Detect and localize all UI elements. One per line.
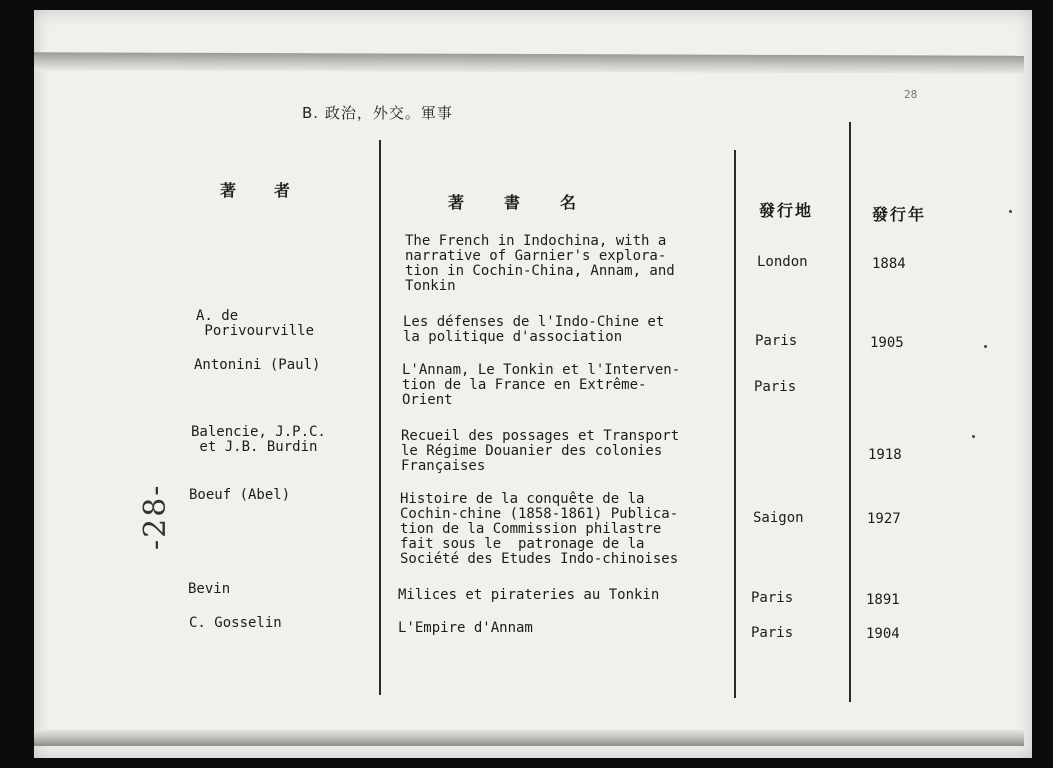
page-bottom-edge (34, 730, 1024, 746)
section-heading: B. 政治，外交。軍事 (302, 104, 453, 122)
header-author: 著 者 (220, 181, 293, 200)
handwritten-page-number: -28- (138, 483, 173, 550)
row-7-title: L'Empire d'Annam (398, 620, 533, 636)
header-title: 著 書 名 (448, 193, 589, 212)
scan-speck (984, 345, 987, 348)
row-1-title: The French in Indochina, with a narrative of Garnier's explora- tion in Cochin-China, Annam, and Tonkin (405, 233, 675, 294)
page-top-edge (34, 52, 1024, 73)
page-number: 28 (904, 88, 918, 101)
row-5-year: 1927 (867, 511, 901, 527)
row-3-title: L'Annam, Le Tonkin et l'Interven- tion de la France en Extrême- Orient (402, 362, 681, 408)
row-1-place: London (757, 254, 808, 270)
row-5-author: Boeuf (Abel) (189, 487, 291, 503)
row-6-year: 1891 (866, 592, 900, 608)
row-7-author: C. Gosselin (189, 615, 282, 631)
header-year: 發行年 (872, 205, 927, 224)
column-rule-1 (379, 140, 381, 695)
row-2-place: Paris (755, 333, 798, 349)
header-place: 發行地 (759, 201, 814, 220)
row-5-place: Saigon (753, 510, 804, 526)
column-rule-2 (734, 150, 736, 698)
row-2-title: Les défenses de l'Indo-Chine et la politique d'association (403, 314, 665, 345)
column-rule-3 (849, 122, 851, 702)
scan-speck (1009, 210, 1012, 213)
document-page (34, 10, 1032, 758)
row-4-title: Recueil des possages et Transport le Régime Douanier des colonies Françaises (401, 428, 680, 474)
row-5-title: Histoire de la conquête de la Cochin-chine (1858-1861) Publica- tion de la Commission philastre fait sous le patronage de la Société des Etudes Indo-chinoises (400, 491, 679, 567)
row-6-title: Milices et pirateries au Tonkin (398, 587, 660, 603)
row-1-year: 1884 (872, 256, 906, 272)
row-4-year: 1918 (868, 447, 902, 463)
row-2-year: 1905 (870, 335, 904, 351)
row-6-author: Bevin (188, 581, 231, 597)
row-7-place: Paris (751, 625, 794, 641)
row-6-place: Paris (751, 590, 794, 606)
row-2-author: A. de Porivourville (196, 308, 315, 339)
row-4-author: Balencie, J.P.C. et J.B. Burdin (191, 424, 326, 455)
row-3-place: Paris (754, 379, 797, 395)
row-3-author: Antonini (Paul) (194, 357, 321, 373)
row-7-year: 1904 (866, 626, 900, 642)
scan-speck (972, 435, 975, 438)
